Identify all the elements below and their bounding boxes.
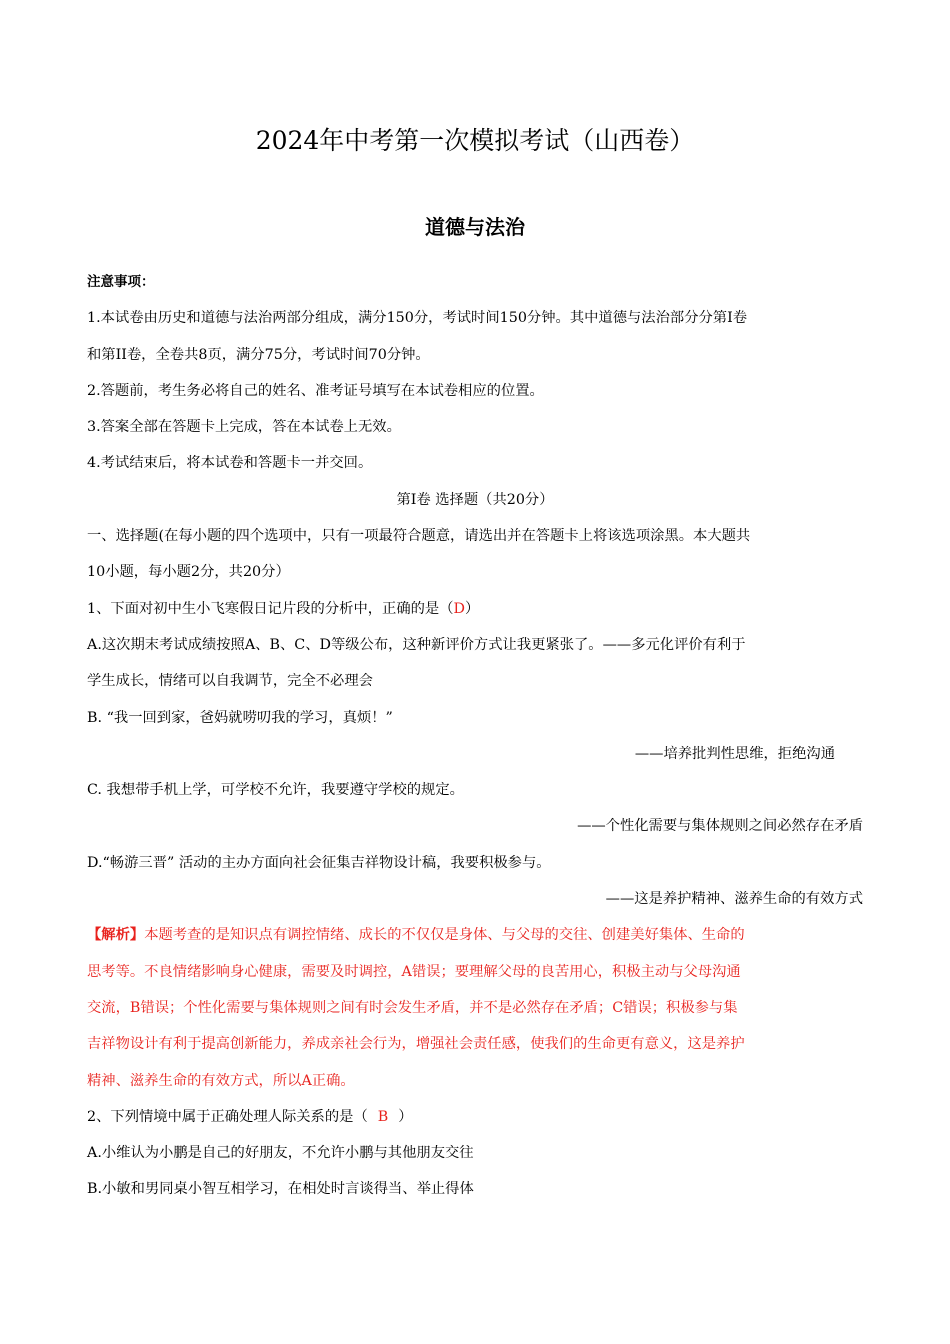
q1-option-d-note: ——这是养护精神、滋养生命的有效方式	[605, 891, 863, 908]
q1-analysis-line5: 精神、滋养生命的有效方式，所以A正确。	[87, 1072, 355, 1089]
q1-analysis-line2: 思考等。不良情绪影响身心健康，需要及时调控，A错误；要理解父母的良苦用心，积极主动与父母沟通	[87, 963, 741, 980]
q1-option-b-note: ——培养批判性思维，拒绝沟通	[634, 745, 835, 762]
q1-stem-before: 1、下面对初中生小飞寒假日记片段的分析中，正确的是（	[87, 600, 454, 617]
notice-item-2: 2.答题前，考生务必将自己的姓名、准考证号填写在本试卷相应的位置。	[87, 382, 544, 399]
q2-stem-after: ）	[398, 1108, 413, 1125]
q1-stem	[87, 591, 863, 627]
q2-answer: B	[377, 1108, 389, 1125]
q1-option-c-note: ——个性化需要与集体规则之间必然存在矛盾	[577, 818, 863, 835]
q1-analysis-line3: 交流，B错误；个性化需要与集体规则之间有时会发生矛盾，并不是必然存在矛盾；C错误；积极参与集	[87, 999, 738, 1016]
analysis-text-1: 本题考查的是知识点有调控情绪、成长的不仅仅是身体、与父母的交往、创建美好集体、生命的	[144, 927, 745, 944]
q1-option-c: C. 我想带手机上学，可学校不允许，我要遵守学校的规定。	[87, 782, 464, 799]
q2-option-a: A.小维认为小鹏是自己的好朋友，不允许小鹏与其他朋友交往	[87, 1145, 474, 1162]
q2-stem-before: 2、下列情境中属于正确处理人际关系的是（	[87, 1108, 368, 1125]
section-intro-b: 10小题，每小题2分，共20分）	[87, 564, 290, 581]
notice-item-3: 3.答案全部在答题卡上完成，答在本试卷上无效。	[87, 419, 401, 436]
q1-option-a-line1: A.这次期末考试成绩按照A、B、C、D等级公布，这种新评价方式让我更紧张了。——多元化评价有利于	[87, 636, 746, 653]
q1-stem-after: ）	[464, 600, 480, 617]
notice-heading: 注意事项：	[87, 274, 155, 290]
q1-option-a-line2: 学生成长，情绪可以自我调节，完全不必理会	[87, 673, 373, 690]
q1-analysis-line1	[87, 917, 863, 953]
q1-answer: D	[453, 600, 465, 617]
subject-title: 道德与法治	[425, 215, 525, 239]
section-intro-a: 一、选择题(在每小题的四个选项中，只有一项最符合题意，请选出并在答题卡上将该选项涂黑。本大题共	[87, 528, 751, 545]
notice-item-1a: 1.本试卷由历史和道德与法治两部分组成，满分150分，考试时间150分钟。其中道德与法治部分分第I卷	[87, 310, 748, 327]
q2-option-b: B.小敏和男同桌小智互相学习，在相处时言谈得当、举止得体	[87, 1181, 474, 1198]
q1-option-b: B. “我一回到家，爸妈就唠叨我的学习，真烦！”	[87, 709, 393, 726]
q1-analysis-line4: 吉祥物设计有利于提高创新能力，养成亲社会行为，增强社会责任感，使我们的生命更有意义，这是养护	[87, 1036, 745, 1053]
analysis-label: 【解析】	[87, 927, 145, 944]
q1-option-d: D.“畅游三晋” 活动的主办方面向社会征集吉祥物设计稿，我要积极参与。	[87, 854, 551, 871]
notice-item-1b: 和第II卷，全卷共8页，满分75分，考试时间70分钟。	[87, 346, 430, 363]
section-heading: 第Ⅰ卷 选择题（共20分）	[396, 491, 554, 508]
q2-stem	[87, 1099, 863, 1135]
exam-body	[87, 264, 863, 1208]
exam-title: 2024年中考第一次模拟考试（山西卷）	[255, 126, 695, 155]
notice-item-4: 4.考试结束后，将本试卷和答题卡一并交回。	[87, 455, 373, 472]
